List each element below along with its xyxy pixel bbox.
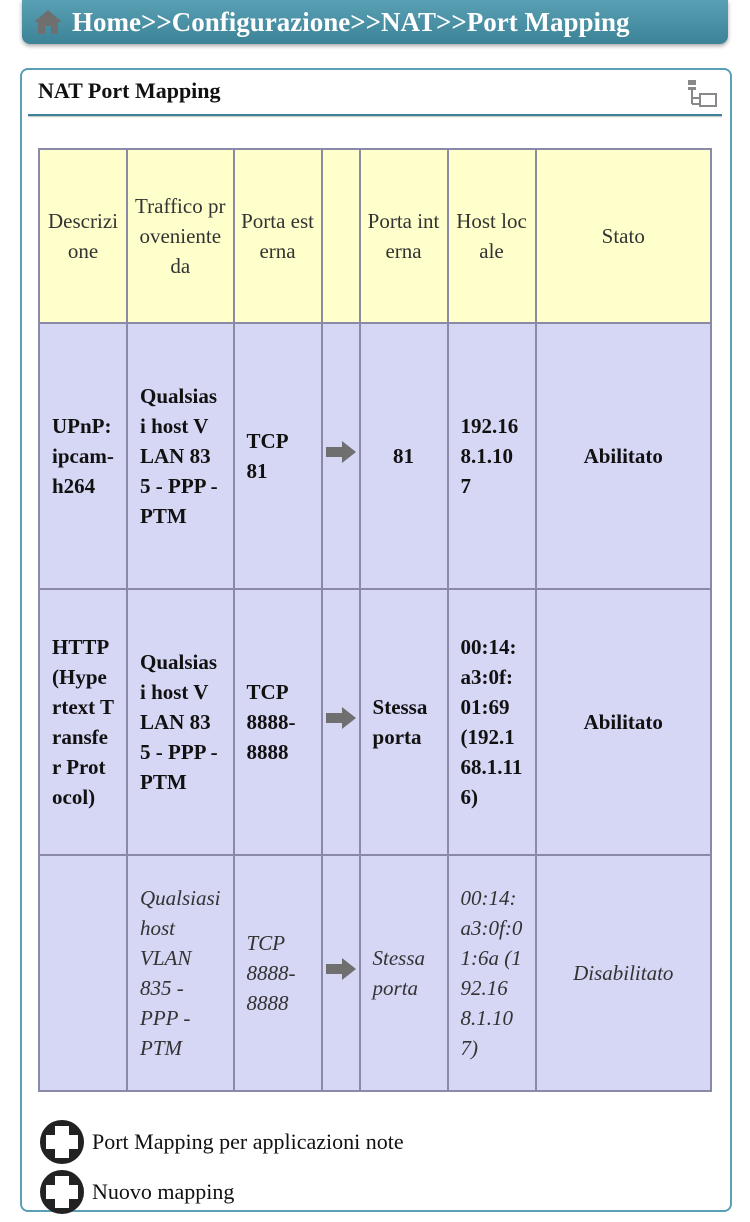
panel-divider	[28, 114, 722, 116]
cell-local-host: 192.168.1.107	[448, 323, 536, 589]
col-header-internal-port: Porta interna	[360, 149, 448, 323]
known-apps-link[interactable]	[38, 1118, 404, 1166]
cell-traffic: Qualsiasi host VLAN 835 - PPP - PTM	[127, 855, 234, 1091]
network-tree-icon[interactable]	[686, 78, 720, 108]
cell-internal-port: Stessa porta	[360, 589, 448, 855]
cell-description: HTTP (Hypertext Transfer Protocol)	[39, 589, 127, 855]
cell-external-port: TCP 8888-8888	[234, 855, 322, 1091]
cell-description	[39, 855, 127, 1091]
table-row[interactable]	[39, 589, 711, 855]
arrow-right-icon	[322, 589, 360, 855]
table-row[interactable]	[39, 855, 711, 1091]
cell-state: Abilitato	[536, 323, 711, 589]
known-apps-label: Port Mapping per applicazioni note	[92, 1129, 404, 1154]
cell-traffic: Qualsiasi host VLAN 835 - PPP - PTM	[127, 323, 234, 589]
cell-local-host: 00:14:a3:0f:01:69 (192.168.1.116)	[448, 589, 536, 855]
col-header-arrow	[322, 149, 360, 323]
port-mapping-table	[38, 148, 712, 1092]
plus-circle-icon[interactable]	[38, 1168, 86, 1216]
table-row[interactable]	[39, 323, 711, 589]
col-header-state: Stato	[536, 149, 711, 323]
plus-circle-icon[interactable]	[38, 1118, 86, 1166]
cell-traffic: Qualsiasi host VLAN 835 - PPP - PTM	[127, 589, 234, 855]
cell-external-port: TCP 81	[234, 323, 322, 589]
cell-internal-port: Stessa porta	[360, 855, 448, 1091]
new-mapping-label: Nuovo mapping	[92, 1179, 235, 1204]
arrow-right-icon	[322, 855, 360, 1091]
col-header-external-port: Porta esterna	[234, 149, 322, 323]
breadcrumb-bar	[22, 0, 728, 44]
breadcrumb[interactable]: Home>>Configurazione>>NAT>>Port Mapping	[72, 6, 630, 37]
cell-state: Abilitato	[536, 589, 711, 855]
home-icon[interactable]	[32, 7, 66, 37]
col-header-traffic: Traffico proveniente da	[127, 149, 234, 323]
col-header-local-host: Host locale	[448, 149, 536, 323]
cell-description: UPnP:ipcam-h264	[39, 323, 127, 589]
panel-title: NAT Port Mapping	[38, 78, 221, 103]
table-header-row	[39, 149, 711, 323]
cell-local-host: 00:14:a3:0f:01:6a (192.168.1.107)	[448, 855, 536, 1091]
cell-external-port: TCP 8888-8888	[234, 589, 322, 855]
arrow-right-icon	[322, 323, 360, 589]
col-header-description: Descrizione	[39, 149, 127, 323]
cell-internal-port: 81	[360, 323, 448, 589]
cell-state: Disabilitato	[536, 855, 711, 1091]
new-mapping-link[interactable]	[38, 1168, 234, 1216]
